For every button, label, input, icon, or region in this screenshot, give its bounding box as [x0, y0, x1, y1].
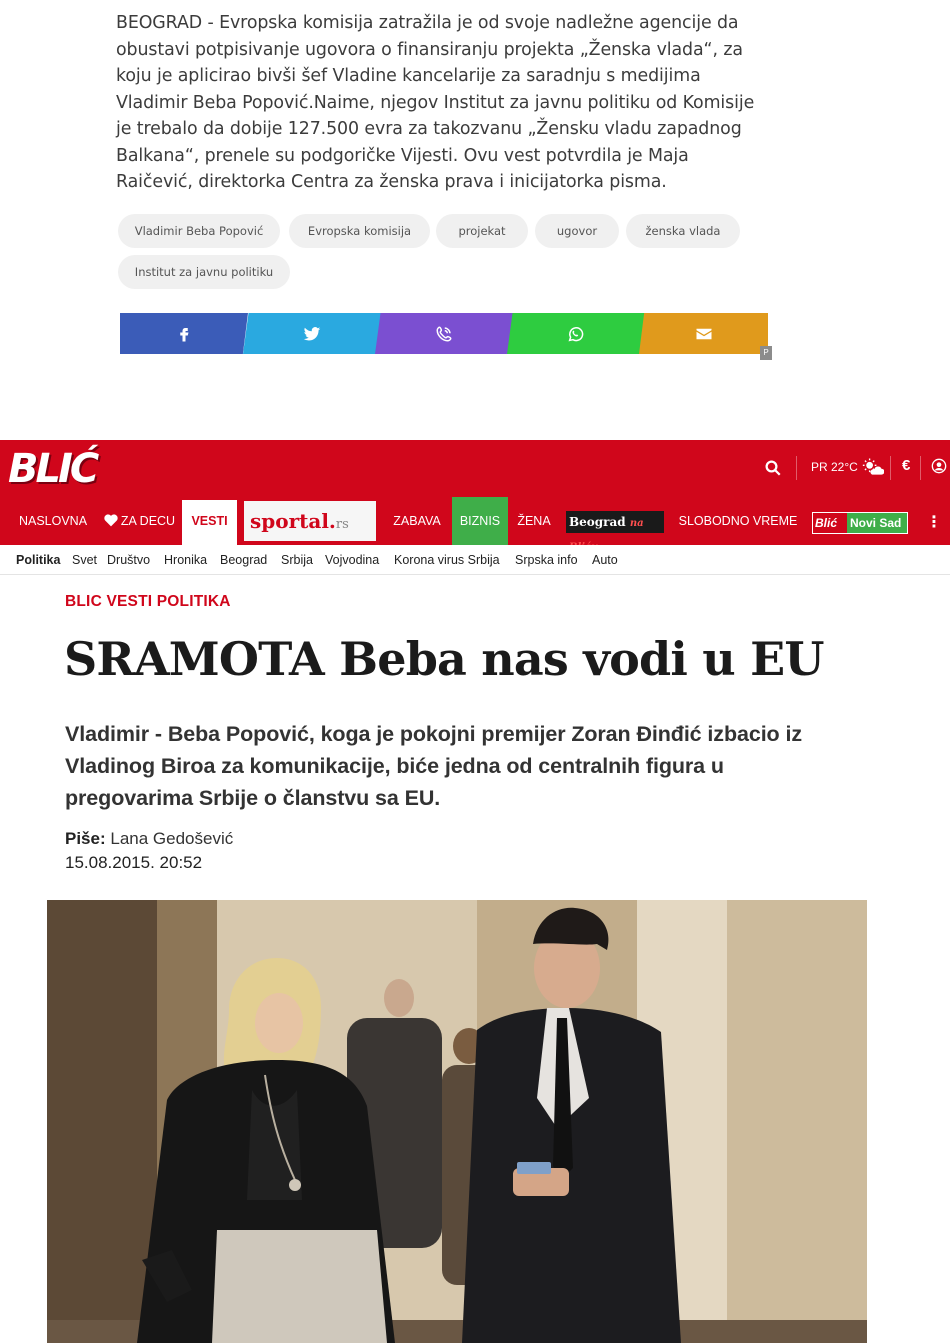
excerpt-line: obustavi potpisivanje ugovora o finansiranju projekta „Ženska vlada“, za: [116, 39, 743, 60]
lead-line: Vladinog Biroa za komunikacije, biće jedna od centralnih figura u: [65, 754, 724, 778]
subnav-srbija[interactable]: Srbija: [281, 553, 313, 567]
main-nav: [0, 497, 950, 545]
byline: [65, 829, 233, 849]
facebook-icon: [175, 325, 193, 343]
sportal-logo-tld: rs: [335, 517, 349, 532]
blic-logo[interactable]: BLIĆ: [8, 446, 97, 492]
tag-projekat[interactable]: projekat: [436, 214, 528, 248]
nav-vesti[interactable]: VESTI: [182, 497, 237, 545]
twitter-icon: [303, 325, 321, 343]
share-bar: [120, 313, 768, 355]
nav-za-decu-label: ZA DECU: [120, 514, 176, 528]
sub-nav: [0, 545, 950, 575]
sportal-logo-text: sportal.: [250, 509, 336, 533]
publish-date: 15.08.2015. 20:52: [65, 853, 203, 872]
nav-biznis[interactable]: BIZNIS: [452, 497, 508, 545]
article-photo[interactable]: [47, 900, 867, 1343]
article-excerpt: [116, 10, 776, 196]
article-lead: [65, 718, 885, 814]
header-divider: [890, 456, 891, 480]
breadcrumb[interactable]: BLIC VESTI POLITIKA: [65, 593, 231, 610]
byline-label: Piše:: [65, 829, 106, 848]
email-icon: [695, 325, 713, 343]
author-name[interactable]: Lana Gedošević: [110, 829, 234, 848]
partly-cloudy-icon[interactable]: [862, 458, 884, 476]
share-badge: P: [760, 346, 772, 360]
header-divider: [920, 456, 921, 480]
excerpt-line: Balkana“, prenele su podgoričke Vijesti. Ovu vest potvrdila je Maja: [116, 145, 689, 166]
subnav-hronika[interactable]: Hronika: [164, 553, 208, 567]
twitter-share-button[interactable]: [243, 313, 381, 354]
subnav-vojvodina[interactable]: Vojvodina: [325, 553, 380, 567]
nav-slobodno-vreme[interactable]: SLOBODNO VREME: [678, 514, 798, 528]
excerpt-line: je trebalo da dobije 127.500 evra za takozvanu „Žensku vladu zapadnog: [116, 119, 742, 139]
euro-icon[interactable]: €: [902, 457, 911, 474]
whatsapp-icon: [567, 325, 585, 343]
nav-sportal[interactable]: [244, 501, 376, 541]
subnav-svet[interactable]: Svet: [72, 553, 98, 567]
nav-naslovna[interactable]: NASLOVNA: [18, 514, 88, 528]
nav-beograd-na-blicu[interactable]: [566, 511, 664, 533]
heart-icon: [104, 514, 118, 527]
photo-scene: [47, 900, 867, 1343]
nav-za-decu[interactable]: [100, 497, 180, 545]
subnav-auto[interactable]: Auto: [592, 553, 618, 567]
novisad-logo-city: Novi Sad: [847, 513, 907, 533]
novisad-logo-blic: Blić: [813, 513, 847, 533]
more-menu-icon[interactable]: ⋮: [926, 514, 942, 531]
facebook-share-button[interactable]: [120, 313, 248, 354]
tag-ugovor[interactable]: ugovor: [535, 214, 619, 248]
tag-evropska-komisija[interactable]: Evropska komisija: [289, 214, 430, 248]
excerpt-line: BEOGRAD - Evropska komisija zatražila je od svoje nadležne agencije da: [116, 13, 739, 33]
nav-zabava[interactable]: ZABAVA: [393, 514, 441, 528]
lead-line: Vladimir - Beba Popović, koga je pokojni premijer Zoran Đinđić izbacio iz: [65, 722, 802, 746]
subnav-beograd[interactable]: Beograd: [220, 553, 268, 567]
tag-vladimir-beba-popovic[interactable]: Vladimir Beba Popović: [118, 214, 280, 248]
weather-readout[interactable]: PR 22°C: [811, 460, 858, 474]
excerpt-line: Raičević, direktorka Centra za ženska prava i inicijatorka pisma.: [116, 172, 667, 192]
search-icon[interactable]: [764, 459, 782, 477]
user-icon[interactable]: [931, 458, 947, 474]
nav-zena[interactable]: ŽENA: [517, 514, 551, 528]
whatsapp-share-button[interactable]: [507, 313, 645, 354]
email-share-button[interactable]: [639, 313, 768, 354]
page-title: SRAMOTA Beba nas vodi u EU: [64, 632, 824, 686]
lead-line: pregovarima Srbije o članstvu sa EU.: [65, 786, 441, 810]
subnav-korona-virus-srbija[interactable]: Korona virus Srbija: [394, 553, 500, 567]
nav-blic-novi-sad[interactable]: [812, 512, 908, 534]
subnav-drustvo[interactable]: Društvo: [107, 553, 151, 567]
tag-zenska-vlada[interactable]: ženska vlada: [626, 214, 740, 248]
header-divider: [796, 456, 797, 480]
subnav-srpska-info[interactable]: Srpska info: [515, 553, 578, 567]
excerpt-line: koju je aplicirao bivši šef Vladine kancelarije za saradnju s medijima: [116, 66, 701, 86]
site-header: [0, 440, 950, 497]
subnav-politika[interactable]: Politika: [16, 553, 61, 567]
viber-icon: [435, 325, 453, 343]
excerpt-line: Vladimir Beba Popović.Naime, njegov Institut za javnu politiku od Komisije: [116, 92, 755, 113]
beograd-logo-text: Beograd: [569, 515, 626, 529]
beograd-logo-suffix: na: [629, 518, 644, 529]
viber-share-button[interactable]: [375, 313, 513, 354]
tag-institut-za-javnu-politiku[interactable]: Institut za javnu politiku: [118, 255, 290, 289]
